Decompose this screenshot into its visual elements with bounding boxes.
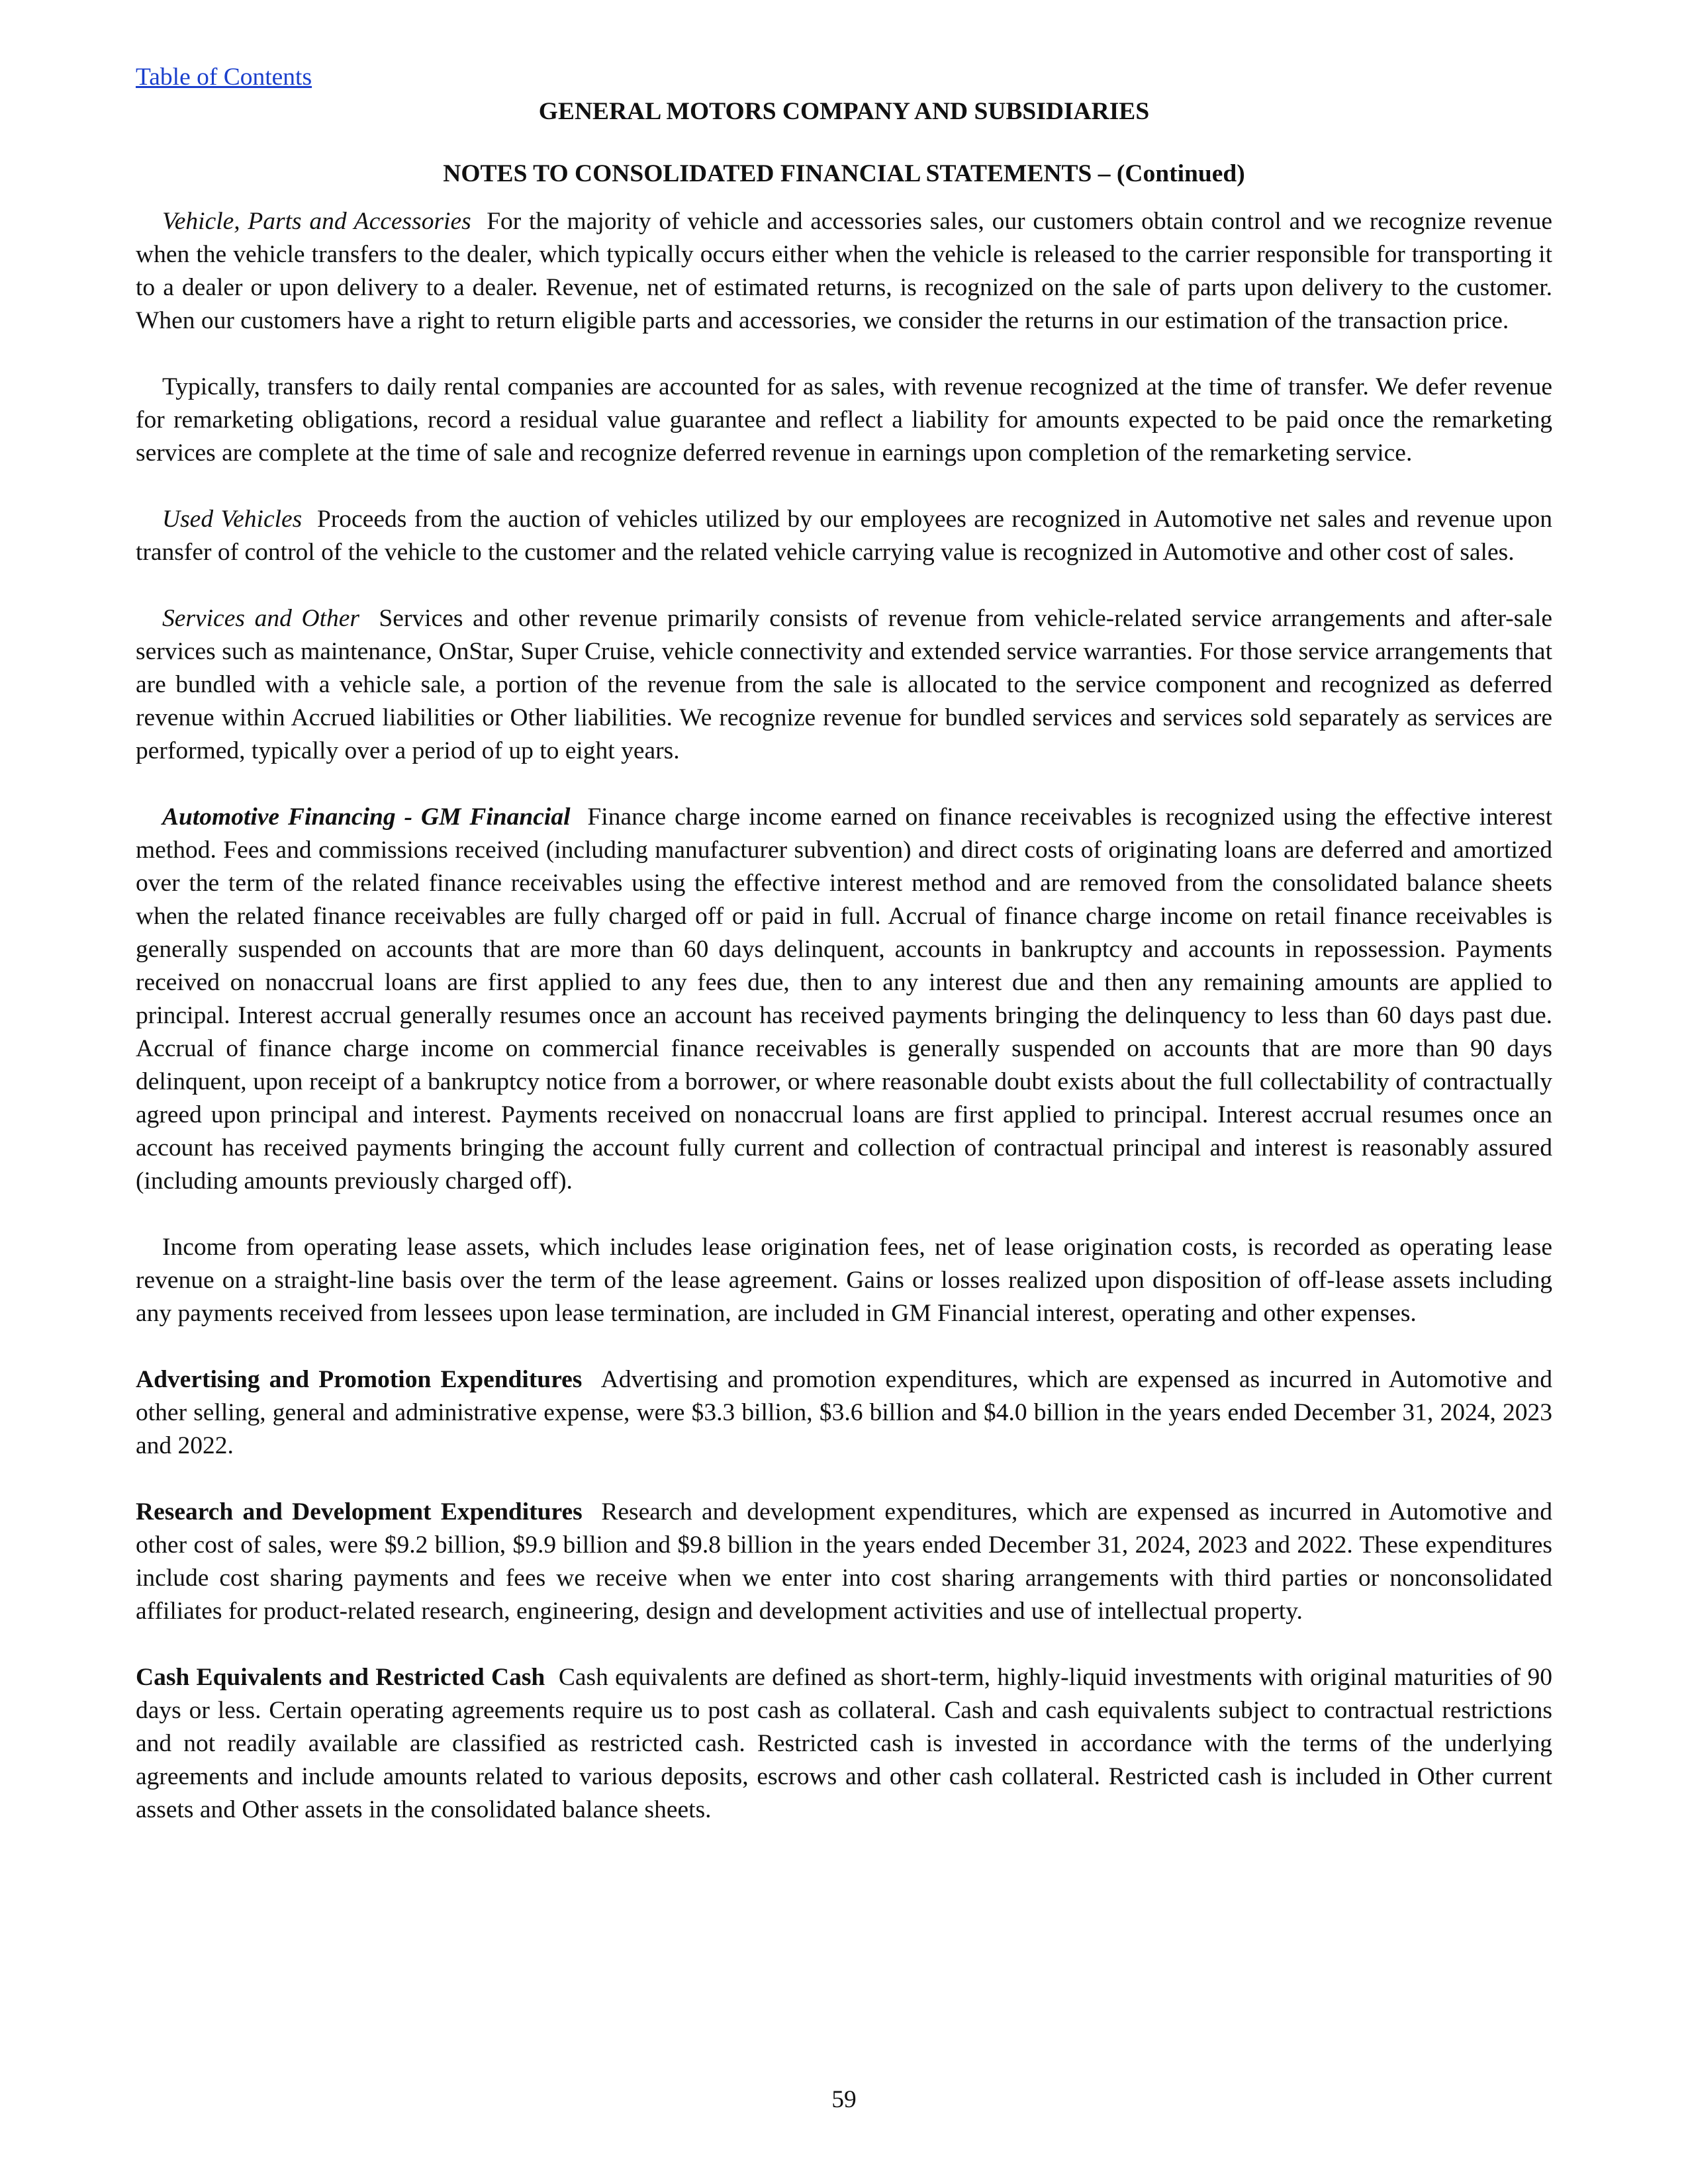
paragraph-used-vehicles	[136, 503, 1552, 569]
paragraph-lead: Services and Other	[162, 605, 360, 632]
paragraph-lead: Research and Development Expenditures	[136, 1498, 583, 1525]
paragraph-body: Income from operating lease assets, which includes lease origination fees, net of lease origination costs, is recorded as operating lease revenue on a straight-line basis over the term of the lease agreement. Gains or losses realized upon disposition of off-lease assets including any payments received from lessees upon lease termination, are included in GM Financial interest, operating and other expenses.	[136, 1234, 1552, 1327]
paragraph-lead: Advertising and Promotion Expenditures	[136, 1366, 583, 1393]
paragraph-services-and-other	[136, 602, 1552, 768]
paragraph-operating-lease	[136, 1231, 1552, 1330]
paragraph-automotive-financing	[136, 801, 1552, 1198]
document-page	[136, 61, 1552, 1860]
notes-title: NOTES TO CONSOLIDATED FINANCIAL STATEMENTS – (Continued)	[443, 160, 1245, 187]
paragraph-vehicle-parts-accessories	[136, 205, 1552, 338]
paragraph-lead: Automotive Financing - GM Financial	[162, 803, 571, 831]
paragraph-lead: Vehicle, Parts and Accessories	[162, 208, 471, 235]
paragraph-body: Cash equivalents are defined as short-term, highly-liquid investments with original maturities of 90 days or less. Certain operating agreements require us to post cash as collateral. Cash and cash equivalents subject to contractual restrictions and not readily available are classified as restricted cash. Restricted cash is invested in accordance with the terms of the underlying agreements and include amounts related to various deposits, escrows and other cash collateral. Restricted cash is included in Other current assets and Other assets in the consolidated balance sheets.	[136, 1664, 1552, 1823]
paragraph-body: Finance charge income earned on finance receivables is recognized using the effective interest method. Fees and commissions received (including manufacturer subvention) and direct costs of originating loans are deferred and amortized over the term of the related finance receivables using the effective interest method and are removed from the consolidated balance sheets when the related finance receivables are fully charged off or paid in full. Accrual of finance charge income on retail finance receivables is generally suspended on accounts that are more than 60 days delinquent, accounts in bankruptcy and accounts in repossession. Payments received on nonaccrual loans are first applied to any fees due, then to any interest due and then any remaining amounts are applied to principal. Interest accrual generally resumes once an account has received payments bringing the delinquency to less than 60 days past due. Accrual of finance charge income on commercial finance receivables is generally suspended on accounts that are more than 90 days delinquent, upon receipt of a bankruptcy notice from a borrower, or where reasonable doubt exists about the full collectability of contractually agreed upon principal and interest. Payments received on nonaccrual loans are first applied to principal. Interest accrual resumes once an account has received payments bringing the account fully current and collection of contractual principal and interest is reasonably assured (including amounts previously charged off).	[136, 803, 1553, 1195]
table-of-contents-link[interactable]: Table of Contents	[136, 64, 312, 91]
paragraph-body: Proceeds from the auction of vehicles utilized by our employees are recognized in Automotive net sales and revenue upon transfer of control of the vehicle to the customer and the related vehicle carrying value is recognized in Automotive and other cost of sales.	[136, 506, 1553, 566]
paragraph-cash-equivalents	[136, 1661, 1552, 1827]
paragraph-body: For the majority of vehicle and accessories sales, our customers obtain control and we recognize revenue when the vehicle transfers to the dealer, which typically occurs either when the vehicle is released to the carrier responsible for transporting it to a dealer or upon delivery to a dealer. Revenue, net of estimated returns, is recognized on the sale of parts upon delivery to the customer. When our customers have a right to return eligible parts and accessories, we consider the returns in our estimation of the transaction price.	[136, 208, 1552, 334]
company-title: GENERAL MOTORS COMPANY AND SUBSIDIARIES	[538, 98, 1150, 125]
paragraph-body: Research and development expenditures, which are expensed as incurred in Automotive and other cost of sales, were $9.2 billion, $9.9 billion and $9.8 billion in the years ended December 31, 2024, 2023 and 2022. These expenditures include cost sharing payments and fees we receive when we enter into cost sharing arrangements with third parties or nonconsolidated affiliates for product-related research, engineering, design and development activities and use of intellectual property.	[136, 1498, 1553, 1625]
paragraph-body: Typically, transfers to daily rental companies are accounted for as sales, with revenue recognized at the time of transfer. We defer revenue for remarketing obligations, record a residual value guarantee and reflect a liability for amounts expected to be paid once the remarketing services are complete at the time of sale and recognize deferred revenue in earnings upon completion of the remarketing service.	[136, 373, 1552, 467]
paragraph-lead: Used Vehicles	[162, 506, 303, 533]
page-number: 59	[831, 2086, 857, 2113]
paragraph-daily-rental	[136, 371, 1552, 470]
paragraph-lead: Cash Equivalents and Restricted Cash	[136, 1664, 545, 1691]
paragraph-body: Advertising and promotion expenditures, which are expensed as incurred in Automotive and other selling, general and administrative expense, were $3.3 billion, $3.6 billion and $4.0 billion in the years ended December 31, 2024, 2023 and 2022.	[136, 1366, 1552, 1459]
paragraph-advertising	[136, 1363, 1552, 1463]
paragraph-research-development	[136, 1496, 1552, 1628]
paragraph-body: Services and other revenue primarily consists of revenue from vehicle-related service arrangements and after-sale services such as maintenance, OnStar, Super Cruise, vehicle connectivity and extended service warranties. For those service arrangements that are bundled with a vehicle sale, a portion of the revenue from the sale is allocated to the service component and recognized as deferred revenue within Accrued liabilities or Other liabilities. We recognize revenue for bundled services and services sold separately as services are performed, typically over a period of up to eight years.	[136, 605, 1553, 764]
